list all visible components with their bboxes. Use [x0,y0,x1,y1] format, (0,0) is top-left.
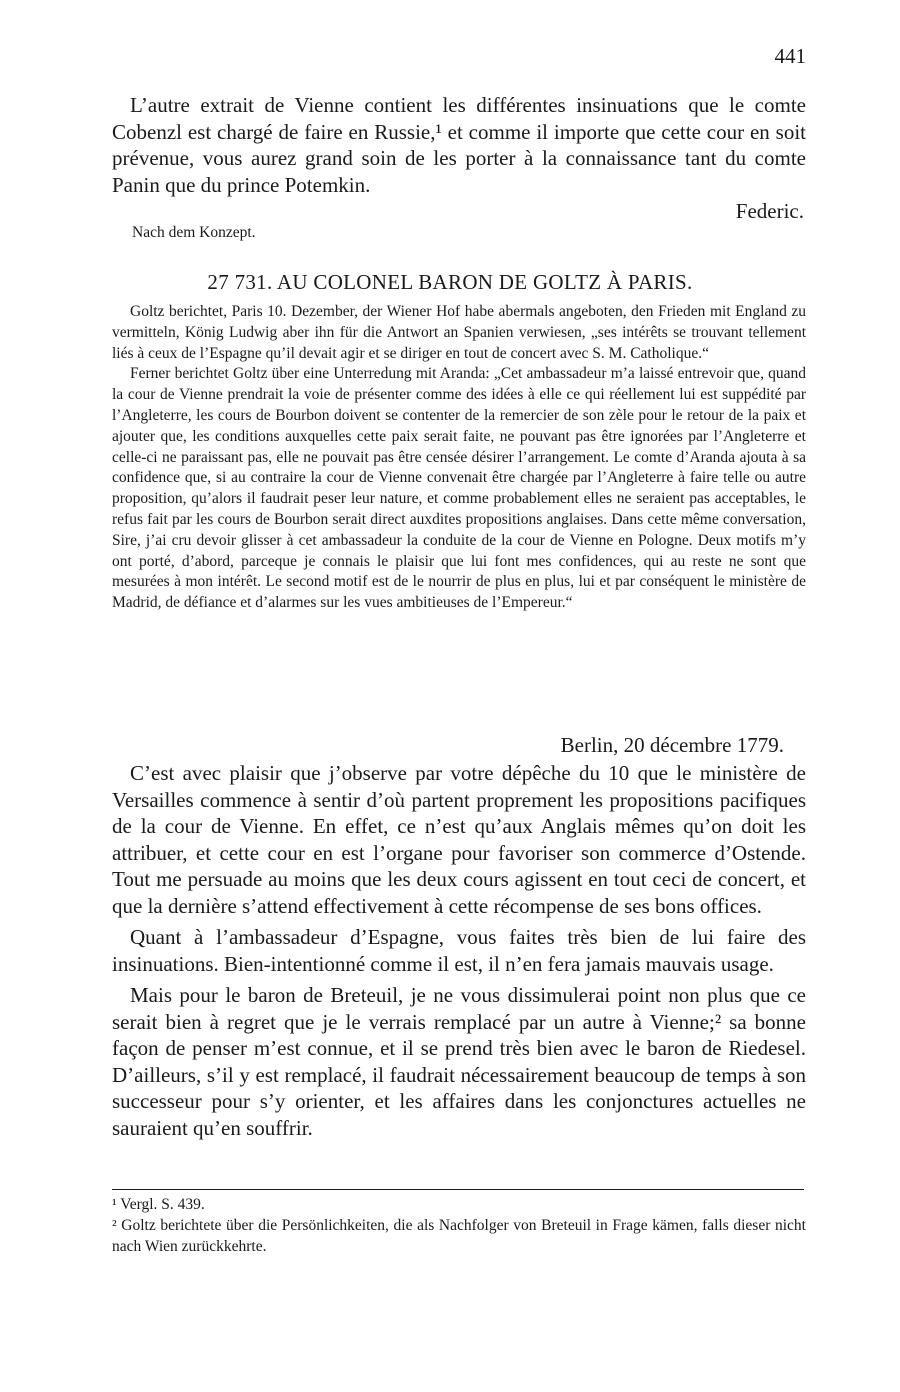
dateline: Berlin, 20 décembre 1779. [560,733,784,757]
footnote-block [112,1194,806,1257]
body-paragraph: Quant à l’ambassadeur d’Espagne, vous faites très bien de lui faire des insinuations. Bien-intentionné comme il est, il n’en fera jamais mauvais usage. [112,925,806,976]
footnote: ¹ Vergl. S. 439. [112,1196,205,1213]
footnote: ² Goltz berichtete über die Persönlichkeiten, die als Nachfolger von Breteuil in Frage kämen, falls dieser nicht nach Wien zurückkehrte. [112,1217,806,1255]
signature: Federic. [735,199,804,223]
summary-paragraph: Goltz berichtet, Paris 10. Dezember, der Wiener Hof habe abermals angeboten, den Frieden mit England zu vermitteln, König Ludwig aber ihn für die Antwort an Spanien verwiesen, „ses intérêts se trouvant tellement liés à ceux de l’Espagne qu’il devait agir et se diriger en tout de concert avec S. M. Catholique.“ [112,303,806,362]
opening-paragraph: L’autre extrait de Vienne contient les différentes insinuations que le comte Cobenzl est chargé de faire en Russie,¹ et comme il importe que cette cour en soit prévenue, vous aurez grand soin de les porter à la connaissance tant du comte Panin que du prince Potemkin. [112,93,806,197]
summary-paragraph: Ferner berichtet Goltz über eine Unterredung mit Aranda: „Cet ambassadeur m’a laissé entrevoir que, quand la cour de Vienne prendrait la voie de présenter comme des idées à elle ce qui réellement lui est suppédité par l’Angleterre, les cours de Bourbon doivent se contenter de la remercier de son zèle pour le retour de la paix et ajouter que, les conditions auxquelles cette paix serait faite, ne pouvant pas être ignorées par l’Angleterre et celle-ci ne paraissant pas, elle ne pouvait pas être censée désirer l’arrangement. Le comte d’Aranda ajouta à sa confidence que, si au contraire la cour de Vienne convenait être chargée par l’Angleterre à faire telle ou autre proposition, qu’alors il faudrait peser leur nature, et comme probablement elles ne seraient pas acceptables, le refus fait par les cours de Bourbon serait direct auxdites propositions anglaises. Dans cette même conversation, Sire, j’ai cru devoir glisser à cet ambassadeur la conduite de la cour de Vienne en Pologne. Deux motifs m’y ont porté, d’abord, parceque je connais le plaisir que lui font mes confidences, qui au reste ne sont que mesurées à mon intérêt. Le second motif est de le nourrir de plus en plus, lui et par conséquent le ministère de Madrid, de défiance et d’alarmes sur les vues ambitieuses de l’Empereur.“ [112,365,806,612]
footnote-divider [112,1189,804,1190]
body-paragraph: Mais pour le baron de Breteuil, je ne vous dissimulerai point non plus que ce serait bien à regret que je le verrais remplacé par un autre à Vienne;² sa bonne façon de penser m’est connue, et il se prend très bien avec le baron de Riedesel. D’ailleurs, s’il y est remplacé, il faudrait nécessairement beaucoup de temps à son successeur pour s’y orienter, et les affaires dans les conjonctures actuelles ne sauraient qu’en souffrir. [112,983,806,1140]
letter-body [112,760,806,1141]
letter-heading: 27 731. AU COLONEL BARON DE GOLTZ À PARIS. [207,270,693,294]
source-note: Nach dem Konzept. [132,224,256,241]
page-number: 441 [774,44,806,68]
summary-block [112,302,806,614]
opening-paragraph-block [112,92,806,198]
body-paragraph: C’est avec plaisir que j’observe par votre dépêche du 10 que le ministère de Versailles commence à sentir d’où partent proprement les propositions pacifiques de la cour de Vienne. En effet, ce n’est qu’aux Anglais mêmes qu’on doit les attribuer, et cette cour en est l’organe pour favoriser son commerce d’Ostende. Tout me persuade au moins que les deux cours agissent en tout ceci de concert, et que la dernière s’attend effectivement à cette récompense de ses bons offices. [112,761,806,918]
